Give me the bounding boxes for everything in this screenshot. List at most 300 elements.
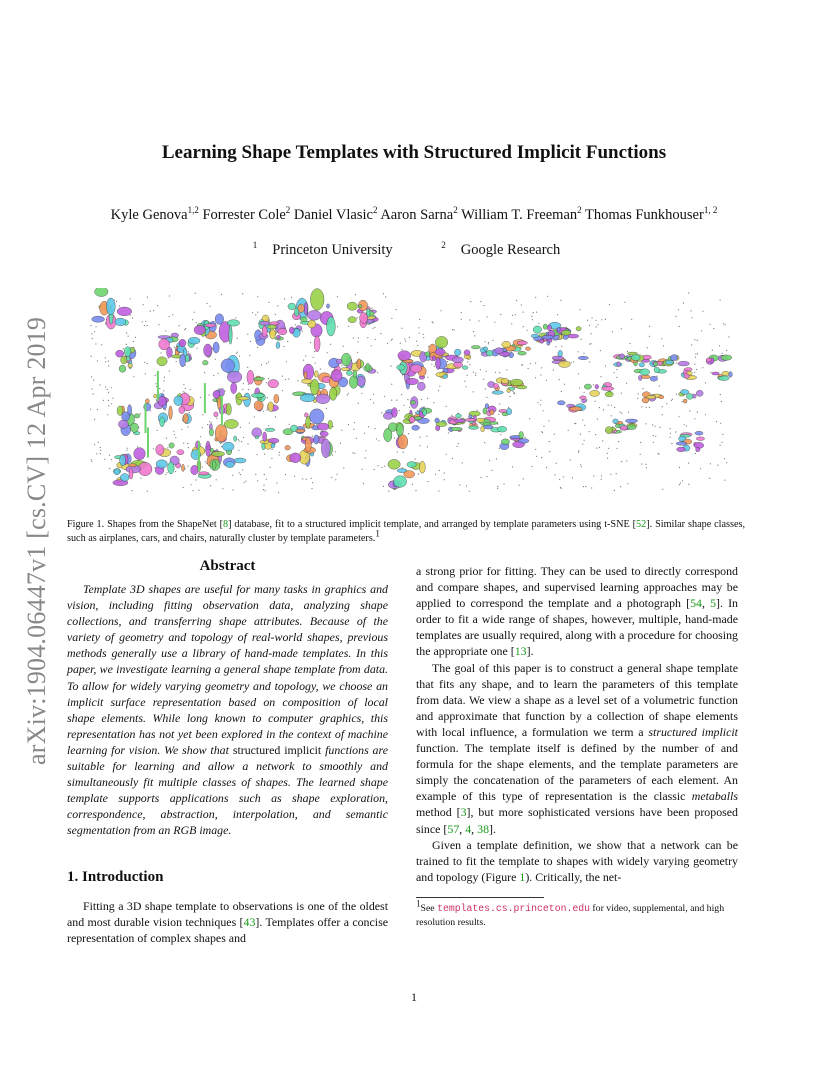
sample-point	[236, 353, 237, 354]
sample-point	[95, 343, 96, 344]
sample-point	[457, 446, 458, 447]
sample-point	[649, 336, 650, 337]
sample-point	[91, 333, 92, 334]
sample-point	[508, 407, 509, 408]
sample-point	[330, 344, 331, 345]
sample-point	[616, 377, 617, 378]
sample-point	[696, 369, 697, 370]
sample-point	[192, 319, 193, 320]
sample-point	[658, 453, 659, 454]
sample-point	[500, 434, 501, 435]
sample-point	[497, 488, 498, 489]
sample-point	[285, 379, 286, 380]
sample-point	[515, 314, 516, 315]
section-heading-introduction: 1. Introduction	[67, 868, 164, 885]
sample-point	[555, 346, 556, 347]
sample-point	[157, 430, 158, 431]
sample-point	[540, 400, 541, 401]
sample-point	[247, 334, 248, 335]
sample-point	[263, 489, 264, 490]
sample-point	[556, 463, 557, 464]
sample-point	[697, 412, 698, 413]
sample-point	[599, 447, 600, 448]
sample-point	[666, 403, 667, 404]
right-column	[416, 563, 738, 930]
sample-point	[473, 391, 474, 392]
sample-point	[377, 372, 378, 373]
sample-point	[679, 484, 680, 485]
sample-point	[216, 418, 217, 419]
tsne-shape-figure	[80, 288, 750, 510]
sample-point	[363, 483, 364, 484]
sample-point	[193, 490, 194, 491]
sample-point	[248, 389, 249, 390]
shape-instance	[706, 355, 732, 365]
sample-point	[142, 321, 143, 322]
sample-point	[723, 323, 724, 324]
shape-instance	[552, 350, 589, 367]
sample-point	[683, 302, 684, 303]
sample-point	[144, 325, 145, 326]
sample-point	[512, 391, 513, 392]
sample-point	[452, 458, 453, 459]
shape-instance	[464, 346, 493, 360]
sample-point	[719, 345, 720, 346]
citation-link[interactable]: 57	[447, 821, 460, 836]
sample-point	[675, 431, 676, 432]
sample-point	[461, 319, 462, 320]
sample-point	[538, 323, 539, 324]
sample-point	[415, 490, 416, 491]
sample-point	[153, 448, 154, 449]
sample-point	[710, 463, 711, 464]
sample-point	[242, 293, 243, 294]
sample-point	[144, 362, 145, 363]
sample-point	[620, 486, 621, 487]
sample-point	[98, 442, 99, 443]
sample-point	[374, 469, 375, 470]
sample-point	[486, 371, 487, 372]
sample-point	[320, 368, 321, 369]
sample-point	[452, 329, 453, 330]
sample-point	[532, 319, 533, 320]
sample-point	[461, 312, 462, 313]
sample-point	[541, 367, 542, 368]
sample-point	[512, 315, 513, 316]
sample-point	[431, 364, 432, 365]
sample-point	[104, 459, 105, 460]
sample-point	[470, 301, 471, 302]
sample-point	[642, 388, 643, 389]
sample-point	[394, 437, 395, 438]
sample-point	[438, 490, 439, 491]
sample-point	[546, 380, 547, 381]
sample-point	[495, 372, 496, 373]
sample-point	[477, 410, 478, 411]
sample-point	[496, 458, 497, 459]
sample-point	[514, 393, 515, 394]
sample-point	[381, 467, 382, 468]
sample-point	[647, 347, 648, 348]
sample-point	[166, 438, 167, 439]
sample-point	[427, 398, 428, 399]
sample-point	[181, 429, 182, 430]
shape-cloud	[90, 288, 732, 493]
sample-point	[690, 310, 691, 311]
sample-point	[159, 388, 160, 389]
sample-point	[396, 309, 397, 310]
sample-point	[578, 373, 579, 374]
sample-point	[401, 394, 402, 395]
shape-instance	[712, 371, 733, 380]
sample-point	[535, 362, 536, 363]
sample-point	[312, 482, 313, 483]
sample-point	[279, 452, 280, 453]
sample-point	[607, 458, 608, 459]
sample-point	[549, 451, 550, 452]
sample-point	[311, 478, 312, 479]
sample-point	[341, 430, 342, 431]
sample-point	[335, 479, 336, 480]
sample-point	[593, 384, 594, 385]
sample-point	[688, 463, 689, 464]
shape-instance	[491, 341, 516, 358]
sample-point	[210, 306, 211, 307]
sample-point	[331, 477, 332, 478]
citation-link[interactable]: 5	[710, 596, 717, 611]
sample-point	[91, 376, 92, 377]
citation-link[interactable]: 52	[636, 519, 647, 530]
sample-point	[145, 373, 146, 374]
sample-point	[238, 439, 239, 440]
sample-point	[486, 397, 487, 398]
sample-point	[257, 296, 258, 297]
sample-point	[702, 367, 703, 368]
sample-point	[245, 481, 246, 482]
author-4: Aaron Sarna$^2$	[380, 205, 458, 223]
sample-point	[419, 333, 420, 334]
citation-link[interactable]: 43	[243, 914, 256, 929]
sample-point	[356, 438, 357, 439]
sample-point	[353, 337, 354, 338]
sample-point	[183, 443, 184, 444]
shape-instance	[483, 404, 512, 416]
citation-link[interactable]: 54	[690, 596, 702, 611]
author-3: Daniel Vlasic$^2$	[293, 205, 378, 223]
sample-point	[383, 293, 384, 294]
sample-point	[522, 365, 523, 366]
page-number: 1	[411, 990, 417, 1004]
sample-point	[119, 306, 120, 307]
sample-point	[288, 378, 289, 379]
sample-point	[140, 413, 141, 414]
sample-point	[593, 475, 594, 476]
sample-point	[93, 380, 94, 381]
affiliations	[0, 242, 828, 259]
sample-point	[611, 415, 612, 416]
sample-point	[415, 459, 416, 460]
sample-point	[469, 319, 470, 320]
sample-point	[434, 366, 435, 367]
sample-point	[540, 404, 541, 405]
sample-point	[399, 410, 400, 411]
sample-point	[688, 292, 689, 293]
sample-point	[594, 401, 595, 402]
sample-point	[112, 398, 113, 399]
sample-point	[697, 353, 698, 354]
sample-point	[175, 471, 176, 472]
sample-point	[433, 402, 434, 403]
sample-point	[357, 341, 358, 342]
sample-point	[435, 474, 436, 475]
sample-point	[589, 361, 590, 362]
sample-point	[340, 443, 341, 444]
sample-point	[204, 372, 205, 373]
sample-point	[189, 412, 190, 413]
sample-point	[701, 330, 702, 331]
sample-point	[474, 335, 475, 336]
sample-point	[282, 376, 283, 377]
sample-point	[678, 416, 679, 417]
sample-point	[561, 391, 562, 392]
sample-point	[100, 450, 101, 451]
sample-point	[183, 391, 184, 392]
sample-point	[564, 384, 565, 385]
sample-point	[532, 466, 533, 467]
sample-point	[726, 350, 727, 351]
sample-point	[175, 437, 176, 438]
arxiv-identifier[interactable]: arXiv:1904.06447v1 [cs.CV] 12 Apr 2019	[22, 316, 51, 765]
sample-point	[705, 414, 706, 415]
sample-point	[391, 366, 392, 367]
sample-point	[444, 479, 445, 480]
sample-point	[597, 324, 598, 325]
sample-point	[694, 339, 695, 340]
sample-point	[626, 383, 627, 384]
sample-point	[347, 394, 348, 395]
sample-point	[111, 387, 112, 388]
author-6: Thomas Funkhouser$^{1, 2}$	[585, 205, 718, 223]
sample-point	[286, 361, 287, 362]
sample-point	[489, 460, 490, 461]
sample-point	[163, 390, 164, 391]
sample-point	[185, 328, 186, 329]
sample-point	[315, 362, 316, 363]
sample-point	[268, 302, 269, 303]
sample-point	[157, 305, 158, 306]
sample-point	[686, 425, 687, 426]
shape-instance	[383, 408, 407, 450]
sample-point	[109, 455, 110, 456]
sample-point	[132, 317, 133, 318]
intro-paragraph: Fitting a 3D shape template to observations is one of the oldest and most durable vision techniques [43]. Templates offer a concise representation of complex shapes and	[67, 898, 388, 945]
project-url-link[interactable]: templates.cs.princeton.edu	[437, 902, 590, 914]
sample-point	[659, 385, 660, 386]
intro-paragraph-2: The goal of this paper is to construct a general shape template that fits any shape, and to learn the parameters of this template from data. We view a shape as a level set of a volumetric function and approximate that function by a collection of shape elements with local influence, a formulation we term a structured implicit function. The template itself is defined by the number of and formula for the shape elements, and the template parameters are simply the concatenation of the parameters of each element. An example of this type of representation is the classic metaballs method [3], but more sophisticated versions have been proposed since [57, 4, 38].	[416, 660, 738, 836]
sample-point	[211, 422, 212, 423]
sample-point	[176, 361, 177, 362]
sample-point	[305, 355, 306, 356]
citation-link[interactable]: 4	[465, 821, 472, 836]
sample-point	[367, 337, 368, 338]
footnote-divider	[416, 897, 544, 898]
sample-point	[348, 326, 349, 327]
sample-point	[467, 361, 468, 362]
sample-point	[242, 389, 243, 390]
sample-point	[197, 348, 198, 349]
sample-point	[417, 345, 418, 346]
sample-point	[396, 400, 397, 401]
sample-point	[554, 474, 555, 475]
sample-point	[365, 457, 366, 458]
sample-point	[173, 431, 174, 432]
sample-point	[459, 484, 460, 485]
sample-point	[198, 490, 199, 491]
sample-point	[190, 389, 191, 390]
sample-point	[628, 412, 629, 413]
sample-point	[266, 410, 267, 411]
sample-point	[140, 478, 141, 479]
sample-point	[446, 406, 447, 407]
sample-point	[540, 374, 541, 375]
sample-point	[417, 410, 418, 411]
sample-point	[391, 318, 392, 319]
sample-point	[535, 377, 536, 378]
sample-point	[682, 401, 683, 402]
sample-point	[416, 341, 417, 342]
sample-point	[498, 414, 499, 415]
sample-point	[146, 325, 147, 326]
sample-point	[553, 370, 554, 371]
sample-point	[111, 459, 112, 460]
sample-point	[676, 362, 677, 363]
sample-point	[652, 424, 653, 425]
sample-point	[240, 474, 241, 475]
sample-point	[581, 339, 582, 340]
sample-point	[427, 481, 428, 482]
sample-point	[188, 447, 189, 448]
sample-point	[348, 393, 349, 394]
sample-point	[343, 467, 344, 468]
figure-caption: Figure 1. Shapes from the ShapeNet [8] database, fit to a structured implicit template, and arranged by template parameters using t-SNE [52]. Similar shape classes, such as airplanes, cars, and chairs, naturally cluster by template parameters.$^1$	[67, 519, 745, 545]
sample-point	[105, 386, 106, 387]
sample-point	[270, 467, 271, 468]
citation-link[interactable]: 8	[223, 519, 229, 530]
sample-point	[91, 461, 92, 462]
sample-point	[221, 446, 222, 447]
sample-point	[126, 450, 127, 451]
sample-point	[710, 372, 711, 373]
sample-point	[371, 308, 372, 309]
sample-point	[383, 486, 384, 487]
sample-point	[247, 443, 248, 444]
sample-point	[601, 475, 602, 476]
sample-point	[560, 487, 561, 488]
sample-point	[611, 405, 612, 406]
sample-point	[165, 474, 166, 475]
sample-point	[560, 300, 561, 301]
sample-point	[509, 396, 510, 397]
abstract-text: Template 3D shapes are useful for many tasks in graphics and vision, including fitting observation data, analyzing shape collections, and transferring shape attributes. Because of the variety of geometry and topology of real-world shapes, previous methods generally use a library of hand-made templates. In this paper, we investigate learning a general shape template from data. To allow for widely varying geometry and topology, we choose an implicit surface representation based on composition of local shape elements. While long known to computer graphics, this representation has not yet been explored in the context of machine learning for vision. We show that structured implicit functions are suitable for learning and allow a network to smoothly and simultaneously fit multiple classes of shapes. The learned shape template supports applications such as shape exploration, correspondence, abstraction, interpolation, and semantic segmentation from an RGB image.	[67, 582, 388, 838]
sample-point	[720, 300, 721, 301]
sample-point	[91, 388, 92, 389]
sample-point	[497, 486, 498, 487]
citation-link[interactable]: 3	[460, 805, 467, 820]
sample-point	[616, 369, 617, 370]
sample-point	[187, 443, 188, 444]
sample-point	[483, 305, 484, 306]
figure-link[interactable]: 1	[519, 869, 526, 884]
sample-point	[100, 447, 101, 448]
sample-point	[327, 352, 328, 353]
sample-point	[206, 303, 207, 304]
sample-point	[242, 469, 243, 470]
citation-link[interactable]: 13	[514, 644, 527, 659]
sample-point	[341, 365, 342, 366]
sample-point	[591, 317, 592, 318]
sample-point	[568, 430, 569, 431]
sample-point	[254, 416, 255, 417]
sample-point	[608, 405, 609, 406]
sample-point	[548, 420, 549, 421]
left-column	[67, 558, 388, 946]
sample-point	[127, 448, 128, 449]
sample-point	[222, 488, 223, 489]
sample-point	[297, 380, 298, 381]
sample-point	[583, 486, 584, 487]
sample-point	[589, 325, 590, 326]
sample-point	[111, 403, 112, 404]
sample-point	[368, 426, 369, 427]
sample-point	[439, 470, 440, 471]
sample-point	[185, 388, 186, 389]
sample-point	[557, 314, 558, 315]
sample-point	[725, 324, 726, 325]
sample-point	[427, 446, 428, 447]
sample-point	[343, 346, 344, 347]
sample-point	[278, 492, 279, 493]
sample-point	[561, 346, 562, 347]
sample-point	[210, 485, 211, 486]
sample-point	[164, 377, 165, 378]
sample-point	[302, 331, 303, 332]
sample-point	[130, 315, 131, 316]
sample-point	[243, 437, 244, 438]
sample-point	[169, 316, 170, 317]
sample-point	[722, 434, 723, 435]
shape-instance	[397, 351, 427, 385]
sample-point	[195, 293, 196, 294]
citation-link[interactable]: 38	[477, 821, 490, 836]
author-list	[0, 207, 828, 224]
sample-point	[500, 314, 501, 315]
sample-point	[107, 414, 108, 415]
sample-point	[590, 343, 591, 344]
sample-point	[311, 488, 312, 489]
sample-point	[583, 353, 584, 354]
sample-point	[238, 472, 239, 473]
sample-point	[405, 341, 406, 342]
sample-point	[596, 448, 597, 449]
sample-point	[376, 438, 377, 439]
sample-point	[191, 484, 192, 485]
sample-point	[446, 454, 447, 455]
sample-point	[412, 484, 413, 485]
sample-point	[620, 412, 621, 413]
sample-point	[100, 453, 101, 454]
sample-point	[326, 408, 327, 409]
shape-instance	[92, 288, 132, 329]
